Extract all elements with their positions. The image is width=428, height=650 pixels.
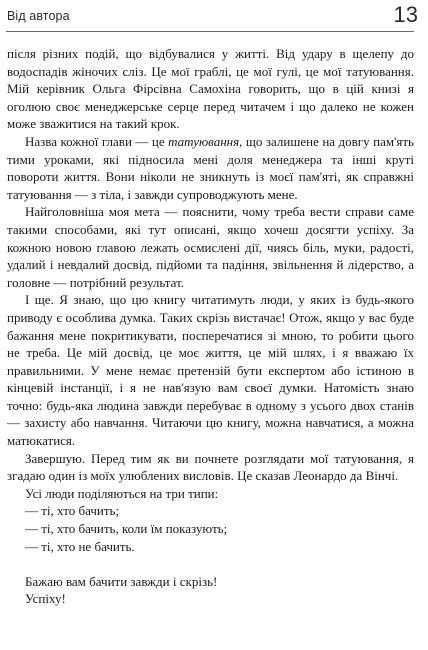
paragraph-main-goal: Найголовніша моя мета — пояснити, чому треба вести справи саме такими способами, які тут описані, якщо хочеш досягти успіху. За кожною новою главою лежать осмислені дії, чиясь біль, муки, радості, удалий і невдалий досвід, підйоми та падіння, звільнення й лідерство, а головне — потрібний результат.	[7, 204, 414, 290]
quote-intro: Усі люди поділяються на три типи:	[25, 485, 219, 501]
closing-success: Успіху!	[25, 591, 66, 607]
running-head-title: Від автора	[7, 9, 70, 23]
quote-item-1: — ті, хто бачить;	[25, 503, 120, 519]
emphasized-word: татуювання	[168, 133, 240, 149]
blank-line	[7, 555, 414, 573]
header-divider	[6, 31, 414, 32]
body-text	[7, 45, 414, 608]
quote-item-2: — ті, хто бачить, коли їм показують;	[25, 521, 228, 537]
paragraph-continuation: після різних подій, що відбувалися у житті. Від удару в щелепу до водоспадів жіночих сліз. Це мої граблі, це мої гулі, це мої татуювання. Мій керівник Ольга Фірсівна Самохіна говорить, що в цій книзі я оголюю своє менеджерське серце перед читачем і що далеко не кожен може зважитися на такий крок.	[7, 46, 414, 132]
paragraph-critics: І ще. Я знаю, що цю книгу читатимуть люди, у яких із будь-якого приводу є особлива думка. Таких скрізь вистачає! Отож, якщо у вас буде бажання мене покритикувати, посперечатися зі мною, то робити цього не треба. Це мій досвід, це моє життя, це мій шлях, і я вважаю їх правильними. У мене немає претензій бути експертом або істиною в кінцевій інстанції, і я не нав'язую вам своєї думки. Натомість знаю точно: будь-яка людина завжди перебуває в одному з усього двох станів — захисту або навчання. Читаючи цю книгу, можна навчатися, а можна матюкатися.	[7, 292, 414, 449]
paragraph-chapter-names: Назва кожної глави — це татуювання, що залишене на довгу пам'ять тими уроками, які підносила мені доля менеджера та інші круті повороти життя. Вони ніколи не зникнуть із моєї пам'яті, як справжні татуювання — з тіла, і завжди супроводжують мене.	[7, 133, 414, 202]
paragraph-conclusion: Завершую. Перед тим як ви почнете розглядати мої татуювання, я згадаю один із моїх улюблених висловів. Це сказав Леонардо да Вінчі.	[7, 450, 414, 484]
closing-wish: Бажаю вам бачити завжди і скрізь!	[25, 573, 218, 589]
quote-item-3: — ті, хто не бачить.	[25, 538, 135, 554]
page-number: 13	[393, 2, 418, 27]
